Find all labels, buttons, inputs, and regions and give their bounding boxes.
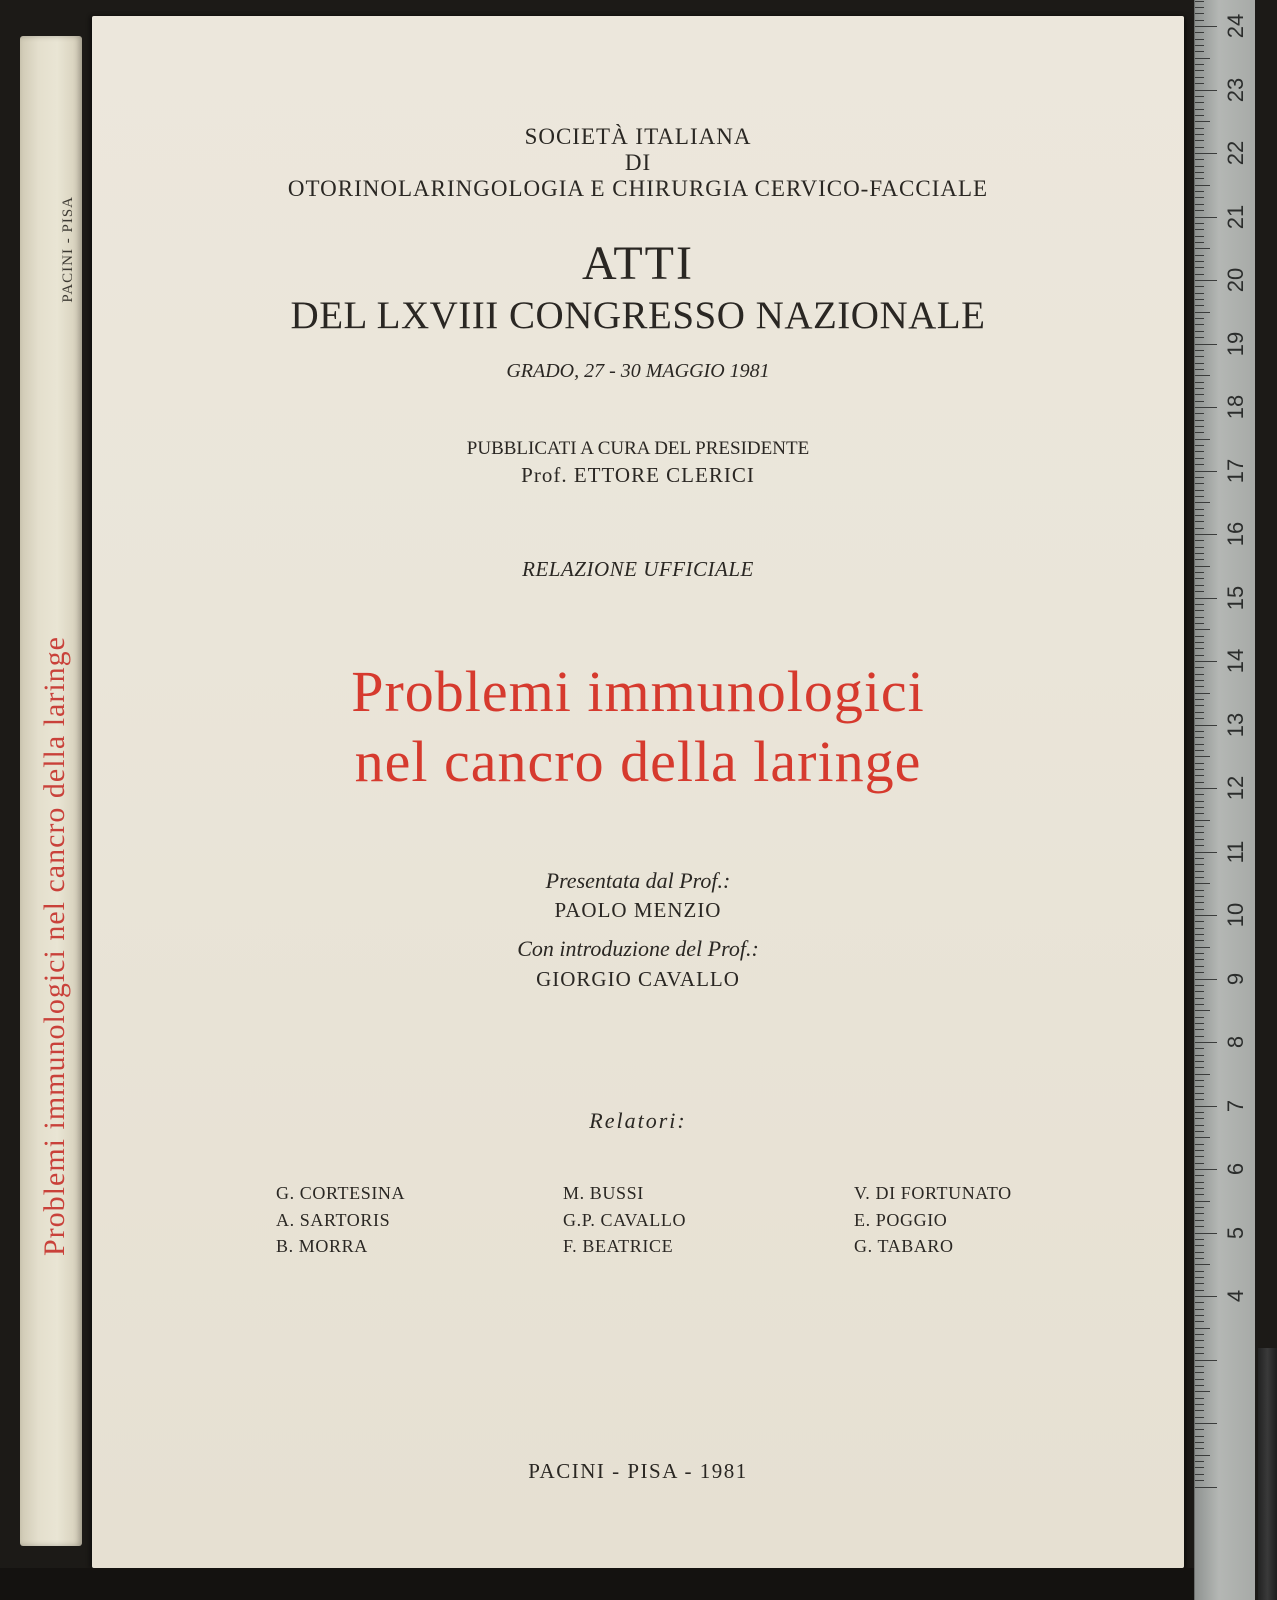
ruler-tick	[1195, 337, 1204, 338]
ruler-tick	[1195, 159, 1204, 160]
ruler-tick	[1195, 7, 1204, 8]
ruler-tick	[1195, 1042, 1217, 1043]
ruler-tick	[1195, 521, 1204, 522]
ruler-tick	[1195, 1118, 1204, 1119]
ruler-tick	[1195, 1182, 1204, 1183]
ruler-tick	[1195, 1, 1204, 2]
ruler-tick	[1195, 39, 1204, 40]
ruler-tick	[1195, 248, 1210, 249]
ruler-tick	[1195, 115, 1204, 116]
spine-title: Problemi immunologici nel cancro della laringe	[38, 636, 71, 1256]
ruler-tick	[1195, 1277, 1204, 1278]
ruler-tick	[1195, 979, 1217, 980]
ruler-tick	[1195, 832, 1204, 833]
ruler-tick	[1195, 813, 1204, 814]
congress-heading: DEL LXVIII CONGRESSO NAZIONALE	[290, 294, 986, 337]
ruler-tick	[1195, 1131, 1204, 1132]
presented-name: PAOLO MENZIO	[554, 898, 722, 922]
ruler-tick	[1195, 191, 1204, 192]
ruler-tick	[1195, 1029, 1204, 1030]
ruler-tick	[1195, 667, 1204, 668]
ruler-tick	[1195, 1379, 1204, 1380]
ruler-tick	[1195, 388, 1204, 389]
ruler-tick	[1195, 750, 1204, 751]
ruler-number: 17	[1223, 458, 1248, 483]
ruler-tick	[1195, 1328, 1210, 1329]
ruler-tick	[1195, 1372, 1204, 1373]
ruler-tick	[1195, 991, 1204, 992]
ruler-tick	[1195, 528, 1204, 529]
ruler-tick	[1195, 966, 1204, 967]
relatore: G. CORTESINA	[276, 1183, 406, 1203]
ruler-tick	[1195, 64, 1204, 65]
ruler-number: 9	[1223, 972, 1248, 985]
ruler-number: 21	[1223, 204, 1248, 229]
ruler-tick	[1195, 483, 1204, 484]
ruler-tick	[1195, 788, 1217, 789]
ruler-number: 12	[1223, 775, 1248, 801]
ruler-tick	[1195, 1207, 1204, 1208]
ruler-tick	[1195, 642, 1204, 643]
ruler-tick	[1195, 820, 1210, 821]
ruler-tick	[1195, 915, 1217, 916]
ruler-tick	[1195, 1112, 1204, 1113]
ruler-number: 8	[1223, 1035, 1248, 1049]
ruler-tick	[1195, 1487, 1217, 1488]
ruler-tick	[1195, 572, 1204, 573]
ruler-tick	[1195, 1175, 1204, 1176]
ruler-number: 14	[1223, 648, 1248, 674]
ruler-tick	[1195, 1093, 1204, 1094]
ruler-tick	[1195, 109, 1204, 110]
ruler-tick	[1195, 1461, 1204, 1462]
ruler-tick	[1195, 1467, 1204, 1468]
ruler-tick	[1195, 1169, 1217, 1170]
ruler-tick	[1195, 1226, 1204, 1227]
ruler-tick	[1195, 305, 1204, 306]
spine-publisher: PACINI - PISA	[60, 196, 76, 303]
ruler-tick	[1195, 401, 1204, 402]
ruler-number: 23	[1223, 77, 1248, 102]
ruler-number: 5	[1223, 1226, 1248, 1239]
ruler-tick	[1195, 267, 1204, 268]
atti-heading: ATTI	[582, 237, 694, 290]
ruler-tick	[1195, 1360, 1217, 1361]
ruler-tick	[1195, 845, 1204, 846]
ruler-tick	[1195, 1302, 1204, 1303]
ruler-tick	[1195, 896, 1204, 897]
ruler-tick	[1195, 58, 1210, 59]
ruler-number: 19	[1223, 331, 1248, 356]
ruler-tick	[1195, 1442, 1204, 1443]
imprint: PACINI - PISA - 1981	[528, 1459, 748, 1483]
ruler-tick	[1195, 934, 1204, 935]
ruler-tick	[1195, 674, 1204, 675]
ruler-tick	[1195, 826, 1204, 827]
location-date: GRADO, 27 - 30 MAGGIO 1981	[506, 360, 770, 382]
ruler-tick	[1195, 420, 1204, 421]
ruler-tick	[1195, 1201, 1210, 1202]
ruler-tick	[1195, 96, 1204, 97]
relatori-label: Relatori:	[589, 1108, 687, 1133]
society-line-2: DI	[624, 150, 652, 175]
ruler-tick	[1195, 534, 1217, 535]
ruler-tick	[1195, 1004, 1204, 1005]
ruler-tick	[1195, 585, 1204, 586]
ruler-tick	[1195, 1480, 1204, 1481]
ruler-tick	[1195, 363, 1204, 364]
ruler-tick	[1195, 32, 1204, 33]
ruler-tick	[1195, 725, 1217, 726]
ruler-tick	[1195, 128, 1204, 129]
ruler-tick	[1195, 1455, 1210, 1456]
ruler-tick	[1195, 356, 1204, 357]
published-by: PUBBLICATI A CURA DEL PRESIDENTE	[466, 438, 810, 459]
society-line-3: OTORINOLARINGOLOGIA E CHIRURGIA CERVICO-FACCIALE	[287, 176, 989, 201]
ruler-tick	[1195, 680, 1204, 681]
ruler-number: 11	[1223, 840, 1248, 863]
ruler-tick	[1195, 458, 1204, 459]
ruler-tick	[1195, 1309, 1204, 1310]
ruler-tick	[1195, 928, 1204, 929]
ruler-tick	[1195, 344, 1217, 345]
ruler-tick	[1195, 610, 1204, 611]
ruler-tick	[1195, 744, 1204, 745]
ruler-tick	[1195, 921, 1204, 922]
intro-name: GIORGIO CAVALLO	[536, 967, 740, 991]
ruler-tick	[1195, 871, 1204, 872]
ruler-tick	[1195, 261, 1204, 262]
president-name: Prof. ETTORE CLERICI	[521, 463, 755, 487]
ruler-tick	[1195, 1125, 1204, 1126]
ruler-tick	[1195, 26, 1217, 27]
ruler-tick	[1195, 807, 1204, 808]
ruler-tick	[1195, 464, 1204, 465]
ruler-tick	[1195, 1271, 1204, 1272]
report-type: RELAZIONE UFFICIALE	[522, 557, 754, 581]
ruler-tick	[1195, 959, 1204, 960]
ruler-tick	[1195, 51, 1204, 52]
ruler-number: 13	[1223, 712, 1248, 737]
ruler-tick	[1195, 369, 1204, 370]
ruler-tick	[1195, 801, 1204, 802]
ruler-tick	[1195, 1448, 1204, 1449]
ruler-tick	[1195, 1423, 1217, 1424]
ruler-tick	[1195, 324, 1204, 325]
ruler-tick	[1195, 496, 1204, 497]
relatore: A. SARTORIS	[276, 1209, 391, 1230]
ruler-tick	[1195, 153, 1217, 154]
ruler-tick	[1195, 1474, 1204, 1475]
ruler-tick	[1195, 502, 1210, 503]
ruler-tick	[1195, 1156, 1204, 1157]
ruler-tick	[1195, 1366, 1204, 1367]
book-title-line-2: nel cancro della laringe	[354, 729, 922, 794]
ruler-tick	[1195, 1353, 1204, 1354]
ruler-tick	[1195, 686, 1204, 687]
intro-label: Con introduzione del Prof.:	[517, 936, 759, 961]
ruler-tick	[1195, 1410, 1204, 1411]
ruler-tick	[1195, 102, 1204, 103]
ruler-tick	[1195, 623, 1204, 624]
ruler-tick	[1195, 1334, 1204, 1335]
ruler-tick	[1195, 407, 1217, 408]
ruler-tick	[1195, 947, 1210, 948]
ruler-tick	[1195, 794, 1204, 795]
ruler-tick	[1195, 274, 1204, 275]
ruler-tick	[1195, 178, 1204, 179]
ruler-tick	[1195, 540, 1204, 541]
ruler-tick	[1195, 1061, 1204, 1062]
ruler-tick	[1195, 242, 1204, 243]
ruler-tick	[1195, 1239, 1204, 1240]
ruler-tick	[1195, 1086, 1204, 1087]
ruler-tick	[1195, 559, 1204, 560]
ruler-tick	[1195, 902, 1204, 903]
ruler-tick	[1195, 210, 1204, 211]
ruler-tick	[1195, 509, 1204, 510]
measuring-ruler	[1194, 0, 1255, 1600]
book-cover	[92, 16, 1184, 1568]
ruler-tick	[1195, 731, 1204, 732]
ruler-tick	[1195, 1245, 1204, 1246]
ruler-tick	[1195, 318, 1204, 319]
ruler-tick	[1195, 1080, 1204, 1081]
ruler-tick	[1195, 629, 1210, 630]
ruler-tick	[1195, 312, 1210, 313]
ruler-tick	[1195, 1048, 1204, 1049]
ruler-tick	[1195, 20, 1204, 21]
ruler-tick	[1195, 1163, 1204, 1164]
ruler-tick	[1195, 299, 1204, 300]
ruler-tick	[1195, 617, 1204, 618]
ruler-tick	[1195, 1233, 1217, 1234]
relatore: V. DI FORTUNATO	[854, 1183, 1012, 1203]
relatori-column-1	[276, 1180, 405, 1260]
ruler-tick	[1195, 90, 1217, 91]
ruler-tick	[1195, 598, 1217, 599]
ruler-tick	[1195, 445, 1204, 446]
ruler-tick	[1195, 45, 1204, 46]
ruler-tick	[1195, 1055, 1204, 1056]
relatore: E. POGGIO	[854, 1209, 948, 1230]
ruler-tick	[1195, 413, 1204, 414]
ruler-tick	[1195, 185, 1210, 186]
ruler-tick	[1195, 477, 1204, 478]
ruler-tick	[1195, 223, 1204, 224]
ruler-tick	[1195, 699, 1204, 700]
ruler-tick	[1195, 1264, 1210, 1265]
ruler-tick	[1195, 864, 1204, 865]
ruler-tick	[1195, 877, 1204, 878]
ruler-tick	[1195, 775, 1204, 776]
presented-label: Presentata dal Prof.:	[545, 868, 731, 893]
ruler-tick	[1195, 13, 1204, 14]
ruler-tick	[1195, 769, 1204, 770]
ruler-tick	[1195, 1010, 1210, 1011]
ruler-tick	[1195, 134, 1204, 135]
society-line-1: SOCIETÀ ITALIANA	[524, 124, 752, 149]
ruler-number: 24	[1223, 13, 1248, 39]
ruler-number: 20	[1223, 267, 1248, 293]
ruler-number: 16	[1223, 521, 1248, 547]
ruler-tick	[1195, 229, 1204, 230]
ruler-tick	[1195, 1436, 1204, 1437]
ruler-tick	[1195, 953, 1204, 954]
ruler-tick	[1195, 1258, 1204, 1259]
ruler-tick	[1195, 121, 1210, 122]
relatore: M. BUSSI	[563, 1183, 644, 1203]
ruler-tick	[1195, 490, 1204, 491]
ruler-tick	[1195, 1220, 1204, 1221]
ruler-tick	[1195, 1150, 1204, 1151]
ruler-tick	[1195, 217, 1217, 218]
ruler-tick	[1195, 566, 1210, 567]
ruler-tick	[1195, 636, 1204, 637]
ruler-tick	[1195, 604, 1204, 605]
ruler-clip	[1258, 1348, 1277, 1600]
ruler-tick	[1195, 1036, 1204, 1037]
ruler-tick	[1195, 547, 1204, 548]
ruler-number: 7	[1223, 1099, 1248, 1112]
ruler-tick	[1195, 852, 1217, 853]
ruler-tick	[1195, 394, 1204, 395]
ruler-tick	[1195, 648, 1204, 649]
ruler-tick	[1195, 909, 1204, 910]
ruler-tick	[1195, 998, 1204, 999]
ruler-tick	[1195, 883, 1210, 884]
ruler-tick	[1195, 439, 1210, 440]
ruler-tick	[1195, 331, 1204, 332]
ruler-tick	[1195, 172, 1204, 173]
ruler-tick	[1195, 204, 1204, 205]
ruler-tick	[1195, 1252, 1204, 1253]
ruler-tick	[1195, 782, 1204, 783]
ruler-tick	[1195, 70, 1204, 71]
ruler-tick	[1195, 1391, 1210, 1392]
ruler-tick	[1195, 1137, 1210, 1138]
ruler-number: 6	[1223, 1162, 1248, 1176]
ruler-tick	[1195, 1067, 1204, 1068]
ruler-tick	[1195, 1283, 1204, 1284]
ruler-number: 10	[1223, 902, 1248, 928]
ruler-tick	[1195, 655, 1204, 656]
ruler-number: 22	[1223, 140, 1248, 166]
ruler-tick	[1195, 839, 1204, 840]
ruler-tick	[1195, 737, 1204, 738]
ruler-tick	[1195, 286, 1204, 287]
ruler-tick	[1195, 1106, 1217, 1107]
ruler-tick	[1195, 197, 1204, 198]
ruler-tick	[1195, 77, 1204, 78]
ruler-tick	[1195, 940, 1204, 941]
ruler-tick	[1195, 1144, 1204, 1145]
ruler-tick	[1195, 972, 1204, 973]
ruler-tick	[1195, 471, 1217, 472]
ruler-tick	[1195, 280, 1217, 281]
ruler-tick	[1195, 1429, 1204, 1430]
ruler-tick	[1195, 705, 1204, 706]
ruler-tick	[1195, 1194, 1204, 1195]
ruler-tick	[1195, 1385, 1204, 1386]
ruler-tick	[1195, 140, 1204, 141]
book-spine	[20, 36, 82, 1546]
ruler-tick	[1195, 1340, 1204, 1341]
ruler-tick	[1195, 83, 1204, 84]
ruler-tick	[1195, 553, 1204, 554]
ruler-tick	[1195, 293, 1204, 294]
ruler-tick	[1195, 1321, 1204, 1322]
ruler-tick	[1195, 693, 1210, 694]
ruler-tick	[1195, 985, 1204, 986]
ruler-tick	[1195, 763, 1204, 764]
ruler-tick	[1195, 890, 1204, 891]
relatori-column-3	[854, 1180, 1012, 1260]
ruler-tick	[1195, 166, 1204, 167]
ruler-tick	[1195, 712, 1204, 713]
relatore: G.P. CAVALLO	[563, 1209, 687, 1230]
ruler-tick	[1195, 591, 1204, 592]
book-title-line-1: Problemi immunologici	[351, 659, 925, 724]
ruler-tick	[1195, 382, 1204, 383]
ruler-tick	[1195, 1017, 1204, 1018]
ruler-tick	[1195, 1099, 1204, 1100]
ruler-tick	[1195, 661, 1217, 662]
ruler-tick	[1195, 350, 1204, 351]
ruler-tick	[1195, 236, 1204, 237]
ruler-tick	[1195, 718, 1204, 719]
ruler-tick	[1195, 1296, 1217, 1297]
ruler-tick	[1195, 426, 1204, 427]
ruler-tick	[1195, 756, 1210, 757]
ruler-tick	[1195, 375, 1210, 376]
ruler-tick	[1195, 255, 1204, 256]
ruler-tick	[1195, 1023, 1204, 1024]
background-shadow	[0, 1568, 1194, 1600]
ruler-number: 15	[1223, 585, 1248, 610]
ruler-tick	[1195, 515, 1204, 516]
ruler-tick	[1195, 1213, 1204, 1214]
ruler-tick	[1195, 1188, 1204, 1189]
ruler-tick	[1195, 578, 1204, 579]
ruler-tick	[1195, 147, 1204, 148]
ruler-tick	[1195, 1074, 1210, 1075]
ruler-number: 4	[1223, 1289, 1248, 1303]
ruler-tick	[1195, 858, 1204, 859]
relatore: G. TABARO	[854, 1236, 954, 1256]
ruler-tick	[1195, 1290, 1204, 1291]
ruler-tick	[1195, 1417, 1204, 1418]
ruler-tick	[1195, 432, 1204, 433]
relatore: B. MORRA	[276, 1236, 368, 1256]
ruler-tick	[1195, 1315, 1204, 1316]
ruler-tick	[1195, 451, 1204, 452]
ruler-tick	[1195, 1398, 1204, 1399]
ruler-tick	[1195, 1404, 1204, 1405]
relatori-column-2	[563, 1180, 686, 1260]
relatore: F. BEATRICE	[563, 1236, 674, 1256]
ruler-tick	[1195, 1347, 1204, 1348]
ruler-number: 18	[1223, 394, 1248, 420]
